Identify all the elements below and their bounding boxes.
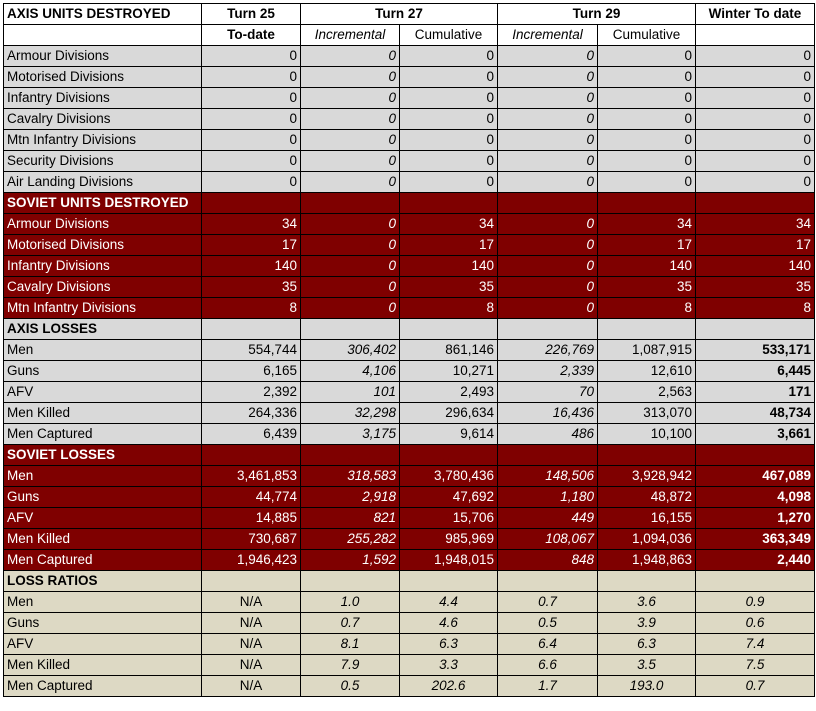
value-cell[interactable]: 0 [598,151,696,172]
turn25-header[interactable]: Turn 25 [202,4,301,25]
value-cell[interactable]: 1,180 [498,487,598,508]
row-label[interactable]: AFV [4,382,202,403]
value-cell[interactable]: 202.6 [400,676,498,697]
value-cell[interactable]: 0 [400,46,498,67]
value-cell[interactable]: 1,270 [696,508,815,529]
value-cell[interactable]: 14,885 [202,508,301,529]
empty-cell[interactable] [202,571,301,592]
value-cell[interactable]: N/A [202,676,301,697]
value-cell[interactable]: 4,098 [696,487,815,508]
table-row [4,487,815,508]
value-cell[interactable]: 318,583 [301,466,400,487]
value-cell[interactable]: 9,614 [400,424,498,445]
value-cell[interactable]: 32,298 [301,403,400,424]
value-cell[interactable]: 6,445 [696,361,815,382]
value-cell[interactable]: 0 [598,46,696,67]
value-cell[interactable]: 0 [301,277,400,298]
row-label[interactable]: Men Killed [4,403,202,424]
value-cell[interactable]: 140 [202,256,301,277]
table-row [4,277,815,298]
value-cell[interactable]: 264,336 [202,403,301,424]
empty-cell[interactable] [4,25,202,46]
row-label[interactable]: Mtn Infantry Divisions [4,298,202,319]
table-row [4,298,815,319]
value-cell[interactable]: 861,146 [400,340,498,361]
row-label[interactable]: AFV [4,634,202,655]
value-cell[interactable]: 0 [301,67,400,88]
table-row [4,592,815,613]
row-label[interactable]: Men [4,466,202,487]
row-label[interactable]: Mtn Infantry Divisions [4,130,202,151]
turn29-cumulative-header[interactable]: Cumulative [598,25,696,46]
value-cell[interactable]: 3,780,436 [400,466,498,487]
row-label[interactable]: Cavalry Divisions [4,109,202,130]
table-row [4,109,815,130]
value-cell[interactable]: 0 [498,151,598,172]
value-cell[interactable]: 0 [498,214,598,235]
value-cell[interactable]: 0 [696,88,815,109]
header-row-1 [4,4,815,25]
section-title[interactable]: SOVIET LOSSES [4,445,202,466]
value-cell[interactable]: 17 [696,235,815,256]
value-cell[interactable]: 0 [400,67,498,88]
empty-cell[interactable] [498,319,598,340]
value-cell[interactable]: 1.7 [498,676,598,697]
value-cell[interactable]: 0.6 [696,613,815,634]
row-label[interactable]: Motorised Divisions [4,67,202,88]
value-cell[interactable]: 0 [696,151,815,172]
value-cell[interactable]: 0 [202,88,301,109]
value-cell[interactable]: 3.5 [598,655,696,676]
todate-header[interactable]: To-date [202,25,301,46]
section-header-row [4,445,815,466]
value-cell[interactable]: 0 [696,172,815,193]
empty-cell[interactable] [301,445,400,466]
value-cell[interactable]: 0 [400,172,498,193]
value-cell[interactable]: 0 [498,88,598,109]
value-cell[interactable]: 0 [301,256,400,277]
value-cell[interactable]: 306,402 [301,340,400,361]
value-cell[interactable]: 0 [301,109,400,130]
value-cell[interactable]: 4.4 [400,592,498,613]
value-cell[interactable]: 2,440 [696,550,815,571]
empty-cell[interactable] [498,193,598,214]
row-label[interactable]: Cavalry Divisions [4,277,202,298]
value-cell[interactable]: 0 [498,109,598,130]
value-cell[interactable]: 296,634 [400,403,498,424]
empty-cell[interactable] [696,445,815,466]
value-cell[interactable]: 0 [498,67,598,88]
value-cell[interactable]: 8 [400,298,498,319]
value-cell[interactable]: 140 [696,256,815,277]
value-cell[interactable]: 0 [598,88,696,109]
value-cell[interactable]: 34 [202,214,301,235]
section-title[interactable]: LOSS RATIOS [4,571,202,592]
row-label[interactable]: AFV [4,508,202,529]
value-cell[interactable]: 35 [400,277,498,298]
value-cell[interactable]: 6,439 [202,424,301,445]
value-cell[interactable]: 7.4 [696,634,815,655]
value-cell[interactable]: 0.7 [696,676,815,697]
value-cell[interactable]: N/A [202,634,301,655]
value-cell[interactable]: 48,734 [696,403,815,424]
value-cell[interactable]: 140 [598,256,696,277]
row-label[interactable]: Men Captured [4,550,202,571]
empty-cell[interactable] [202,193,301,214]
value-cell[interactable]: 730,687 [202,529,301,550]
value-cell[interactable]: 34 [400,214,498,235]
value-cell[interactable]: 0 [202,172,301,193]
row-label[interactable]: Men Killed [4,529,202,550]
table-body [4,4,815,697]
row-label[interactable]: Guns [4,487,202,508]
value-cell[interactable]: 16,155 [598,508,696,529]
units-losses-table [3,3,815,697]
value-cell[interactable]: 8 [696,298,815,319]
value-cell[interactable]: 17 [598,235,696,256]
row-label[interactable]: Armour Divisions [4,46,202,67]
section-header-row [4,319,815,340]
value-cell[interactable]: 467,089 [696,466,815,487]
value-cell[interactable]: 533,171 [696,340,815,361]
value-cell[interactable]: 3,661 [696,424,815,445]
value-cell[interactable]: 2,563 [598,382,696,403]
value-cell[interactable]: N/A [202,592,301,613]
turn27-incremental-header[interactable]: Incremental [301,25,400,46]
empty-cell[interactable] [400,193,498,214]
table-row [4,88,815,109]
section-header-row [4,571,815,592]
value-cell[interactable]: 48,872 [598,487,696,508]
table-row [4,256,815,277]
value-cell[interactable]: 35 [696,277,815,298]
header-row-2 [4,25,815,46]
turn27-header[interactable]: Turn 27 [301,4,498,25]
value-cell[interactable]: 0.5 [498,613,598,634]
row-label[interactable]: Men [4,592,202,613]
value-cell[interactable]: 15,706 [400,508,498,529]
value-cell[interactable]: 3.6 [598,592,696,613]
value-cell[interactable]: 171 [696,382,815,403]
value-cell[interactable]: 0 [301,46,400,67]
value-cell[interactable]: 0 [498,172,598,193]
value-cell[interactable]: 101 [301,382,400,403]
value-cell[interactable]: 0 [202,130,301,151]
empty-cell[interactable] [598,193,696,214]
row-label[interactable]: Security Divisions [4,151,202,172]
value-cell[interactable]: 0 [301,172,400,193]
row-label[interactable]: Armour Divisions [4,214,202,235]
value-cell[interactable]: 0 [301,151,400,172]
value-cell[interactable]: 848 [498,550,598,571]
value-cell[interactable]: 3.9 [598,613,696,634]
row-label[interactable]: Men Captured [4,424,202,445]
value-cell[interactable]: 0 [400,130,498,151]
value-cell[interactable]: 0 [301,130,400,151]
row-label[interactable]: Men [4,340,202,361]
value-cell[interactable]: 35 [598,277,696,298]
value-cell[interactable]: 6,165 [202,361,301,382]
table-row [4,550,815,571]
value-cell[interactable]: 8 [202,298,301,319]
section-header-row [4,193,815,214]
value-cell[interactable]: 1,948,863 [598,550,696,571]
value-cell[interactable]: 7.9 [301,655,400,676]
row-label[interactable]: Guns [4,361,202,382]
row-label[interactable]: Guns [4,613,202,634]
winter-header[interactable]: Winter To date [696,4,815,25]
value-cell[interactable]: 0 [598,67,696,88]
value-cell[interactable]: 193.0 [598,676,696,697]
value-cell[interactable]: 1,094,036 [598,529,696,550]
table-row [4,214,815,235]
value-cell[interactable]: 4,106 [301,361,400,382]
empty-cell[interactable] [696,193,815,214]
value-cell[interactable]: 0 [598,172,696,193]
turn29-header[interactable]: Turn 29 [498,4,696,25]
value-cell[interactable]: 0 [696,130,815,151]
empty-cell[interactable] [301,319,400,340]
value-cell[interactable]: 0 [498,235,598,256]
value-cell[interactable]: 0 [696,109,815,130]
value-cell[interactable]: 0.7 [301,613,400,634]
value-cell[interactable]: N/A [202,613,301,634]
value-cell[interactable]: 108,067 [498,529,598,550]
value-cell[interactable]: 449 [498,508,598,529]
value-cell[interactable]: 2,339 [498,361,598,382]
row-label[interactable]: Infantry Divisions [4,256,202,277]
value-cell[interactable]: 6.3 [400,634,498,655]
value-cell[interactable]: 0 [498,130,598,151]
value-cell[interactable]: 148,506 [498,466,598,487]
row-label[interactable]: Air Landing Divisions [4,172,202,193]
value-cell[interactable]: 3,175 [301,424,400,445]
value-cell[interactable]: 4.6 [400,613,498,634]
table-row [4,46,815,67]
value-cell[interactable]: 70 [498,382,598,403]
value-cell[interactable]: 226,769 [498,340,598,361]
value-cell[interactable]: 0 [498,46,598,67]
value-cell[interactable]: 2,392 [202,382,301,403]
table-row [4,424,815,445]
empty-cell[interactable] [498,445,598,466]
empty-cell[interactable] [202,319,301,340]
empty-cell[interactable] [202,445,301,466]
table-row [4,382,815,403]
empty-cell[interactable] [696,25,815,46]
value-cell[interactable]: 44,774 [202,487,301,508]
section-title[interactable]: SOVIET UNITS DESTROYED [4,193,202,214]
value-cell[interactable]: 0 [400,88,498,109]
value-cell[interactable]: 363,349 [696,529,815,550]
table-row [4,529,815,550]
value-cell[interactable]: 35 [202,277,301,298]
value-cell[interactable]: 0 [301,214,400,235]
table-row [4,613,815,634]
value-cell[interactable]: 2,493 [400,382,498,403]
value-cell[interactable]: 1,948,015 [400,550,498,571]
value-cell[interactable]: 0 [301,298,400,319]
table-row [4,508,815,529]
empty-cell[interactable] [696,571,815,592]
value-cell[interactable]: 0 [696,67,815,88]
empty-cell[interactable] [301,571,400,592]
value-cell[interactable]: 8.1 [301,634,400,655]
value-cell[interactable]: 1,087,915 [598,340,696,361]
row-label[interactable]: Infantry Divisions [4,88,202,109]
value-cell[interactable]: 0 [202,46,301,67]
value-cell[interactable]: 6.4 [498,634,598,655]
value-cell[interactable]: 0 [301,88,400,109]
value-cell[interactable]: 0.5 [301,676,400,697]
value-cell[interactable]: 0 [301,235,400,256]
value-cell[interactable]: 8 [598,298,696,319]
value-cell[interactable]: 985,969 [400,529,498,550]
value-cell[interactable]: N/A [202,655,301,676]
empty-cell[interactable] [598,319,696,340]
row-label[interactable]: Motorised Divisions [4,235,202,256]
value-cell[interactable]: 0 [696,46,815,67]
value-cell[interactable]: 10,271 [400,361,498,382]
value-cell[interactable]: 821 [301,508,400,529]
table-row [4,172,815,193]
empty-cell[interactable] [498,571,598,592]
empty-cell[interactable] [696,319,815,340]
table-row [4,340,815,361]
section-title[interactable]: AXIS LOSSES [4,319,202,340]
row-label[interactable]: Men Killed [4,655,202,676]
value-cell[interactable]: 1,592 [301,550,400,571]
value-cell[interactable]: 6.6 [498,655,598,676]
table-row [4,235,815,256]
table-row [4,151,815,172]
value-cell[interactable]: 0 [598,109,696,130]
row-label[interactable]: Men Captured [4,676,202,697]
value-cell[interactable]: 313,070 [598,403,696,424]
value-cell[interactable]: 2,918 [301,487,400,508]
value-cell[interactable]: 0 [598,130,696,151]
value-cell[interactable]: 0 [202,151,301,172]
value-cell[interactable]: 0 [400,109,498,130]
empty-cell[interactable] [400,319,498,340]
value-cell[interactable]: 0 [498,256,598,277]
value-cell[interactable]: 140 [400,256,498,277]
value-cell[interactable]: 0.9 [696,592,815,613]
value-cell[interactable]: 34 [696,214,815,235]
value-cell[interactable]: 17 [202,235,301,256]
table-row [4,655,815,676]
value-cell[interactable]: 1,946,423 [202,550,301,571]
empty-cell[interactable] [400,571,498,592]
empty-cell[interactable] [400,445,498,466]
value-cell[interactable]: 17 [400,235,498,256]
value-cell[interactable]: 6.3 [598,634,696,655]
table-row [4,67,815,88]
value-cell[interactable]: 0 [498,277,598,298]
empty-cell[interactable] [598,445,696,466]
turn27-cumulative-header[interactable]: Cumulative [400,25,498,46]
turn29-incremental-header[interactable]: Incremental [498,25,598,46]
axis-units-title[interactable]: AXIS UNITS DESTROYED [4,4,202,25]
value-cell[interactable]: 0.7 [498,592,598,613]
table-row [4,130,815,151]
value-cell[interactable]: 554,744 [202,340,301,361]
value-cell[interactable]: 0 [202,67,301,88]
value-cell[interactable]: 7.5 [696,655,815,676]
empty-cell[interactable] [598,571,696,592]
value-cell[interactable]: 3,928,942 [598,466,696,487]
value-cell[interactable]: 486 [498,424,598,445]
table-row [4,466,815,487]
value-cell[interactable]: 12,610 [598,361,696,382]
value-cell[interactable]: 0 [400,151,498,172]
empty-cell[interactable] [301,193,400,214]
value-cell[interactable]: 16,436 [498,403,598,424]
value-cell[interactable]: 10,100 [598,424,696,445]
value-cell[interactable]: 3.3 [400,655,498,676]
value-cell[interactable]: 0 [498,298,598,319]
value-cell[interactable]: 3,461,853 [202,466,301,487]
table-row [4,361,815,382]
value-cell[interactable]: 47,692 [400,487,498,508]
table-row [4,634,815,655]
value-cell[interactable]: 34 [598,214,696,235]
value-cell[interactable]: 1.0 [301,592,400,613]
table-row [4,676,815,697]
value-cell[interactable]: 255,282 [301,529,400,550]
table-row [4,403,815,424]
value-cell[interactable]: 0 [202,109,301,130]
